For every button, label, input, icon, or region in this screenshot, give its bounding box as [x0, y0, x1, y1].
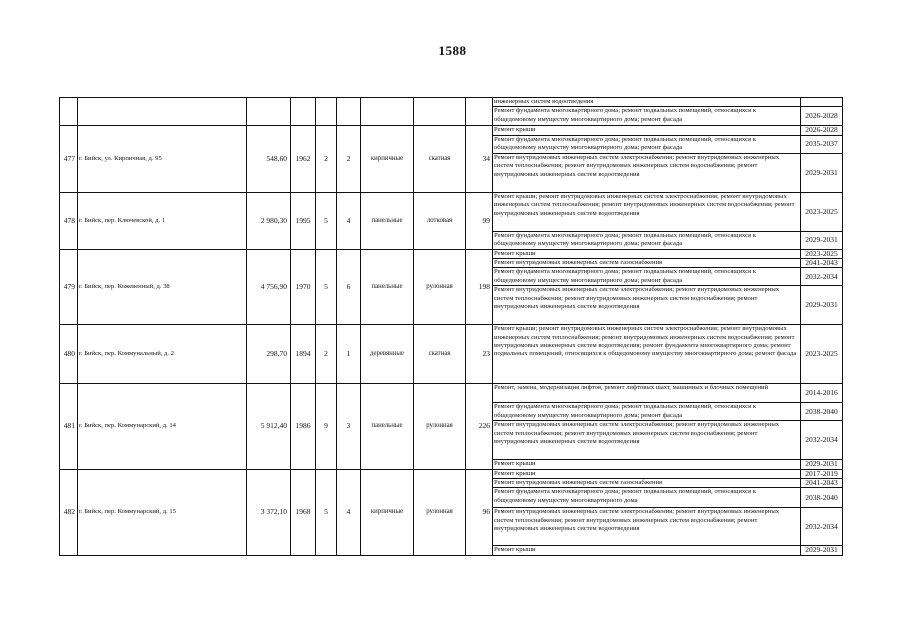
- work-description: Ремонт фундамента многоквартирного дома; ремонт подвальных помещений, относящихся к общедомовому имуществу многоквартирного дома; ремонт фасада: [493, 107, 801, 126]
- roof-type-cell: рулонная: [414, 384, 466, 469]
- address-cell: г. Бийск, пер. Ключевской, д. 1: [78, 192, 247, 249]
- apartments-cell: [466, 98, 493, 126]
- row-number: 477: [60, 126, 78, 192]
- area-cell: 3 372,10: [247, 469, 291, 555]
- building-row: [60, 98, 843, 107]
- work-period: 2023-2025: [801, 249, 843, 258]
- floors-cell: 5: [316, 249, 337, 325]
- roof-type-cell: рулонная: [414, 469, 466, 555]
- work-description: Ремонт крыши; ремонт внутридомовых инженерных систем электроснабжения; ремонт внутридомовых инженерных систем теплоснабжения; ремонт внутридомовых инженерных систем водоснабжения; ремонт внутридомовых инженерных систем водоотведения: [493, 192, 801, 231]
- work-period: 2032-2034: [801, 508, 843, 546]
- row-number: 481: [60, 384, 78, 469]
- work-description: Ремонт фундамента многоквартирного дома; ремонт подвальных помещений, относящихся к общедомовому имуществу многоквартирного дома: [493, 488, 801, 508]
- work-description: Ремонт внутридомовых инженерных систем электроснабжения; ремонт внутридомовых инженерных систем теплоснабжения; ремонт внутридомовых инженерных систем водоснабжения; ремонт внутридомовых инженерных систем водоотведения: [493, 286, 801, 325]
- apartments-cell: 96: [466, 469, 493, 555]
- year-cell: 1970: [291, 249, 316, 325]
- apartments-cell: 99: [466, 192, 493, 249]
- building-row: [60, 384, 843, 403]
- entrances-cell: 4: [337, 192, 361, 249]
- work-period: 2029-2031: [801, 460, 843, 469]
- address-cell: [78, 98, 247, 126]
- roof-type-cell: скатная: [414, 126, 466, 192]
- work-description: Ремонт крыши: [493, 469, 801, 478]
- floors-cell: 2: [316, 126, 337, 192]
- area-cell: 5 912,40: [247, 384, 291, 469]
- wall-material-cell: деревянные: [361, 325, 414, 384]
- work-description: Ремонт внутридомовых инженерных систем электроснабжения; ремонт внутридомовых инженерных систем теплоснабжения; ремонт внутридомовых инженерных систем водоснабжения; ремонт внутридомовых инженерных систем водоотведения: [493, 508, 801, 546]
- wall-material-cell: панельные: [361, 192, 414, 249]
- work-period: 2026-2028: [801, 107, 843, 126]
- roof-type-cell: рулонная: [414, 249, 466, 325]
- floors-cell: 5: [316, 469, 337, 555]
- address-cell: г. Бийск, ул. Кирпичная, д. 95: [78, 126, 247, 192]
- work-description: Ремонт внутридомовых инженерных систем электроснабжения; ремонт внутридомовых инженерных систем теплоснабжения; ремонт внутридомовых инженерных систем водоснабжения; ремонт внутридомовых инженерных систем водоотведения: [493, 153, 801, 192]
- page-number: 1588: [438, 43, 467, 58]
- address-cell: г. Бийск, пер. Кожевенный, д. 38: [78, 249, 247, 325]
- work-period: 2029-2031: [801, 153, 843, 192]
- wall-material-cell: кирпичные: [361, 126, 414, 192]
- work-period: 2038-2040: [801, 488, 843, 508]
- entrances-cell: 3: [337, 384, 361, 469]
- work-period: 2029-2031: [801, 286, 843, 325]
- building-row: [60, 469, 843, 478]
- work-period: 2041-2043: [801, 479, 843, 488]
- work-period: 2017-2019: [801, 469, 843, 478]
- year-cell: 1894: [291, 325, 316, 384]
- roof-type-cell: скатная: [414, 325, 466, 384]
- area-cell: 298,70: [247, 325, 291, 384]
- work-description: инженерных систем водоотведения: [493, 98, 801, 107]
- wall-material-cell: [361, 98, 414, 126]
- work-description: Ремонт крыши: [493, 249, 801, 258]
- building-row: [60, 192, 843, 231]
- work-description: Ремонт фундамента многоквартирного дома; ремонт подвальных помещений, относящихся к общедомовому имуществу многоквартирного дома; ремонт фасада: [493, 268, 801, 286]
- roof-type-cell: лотковая: [414, 192, 466, 249]
- address-cell: г. Бийск, пер. Коммунарский, д. 14: [78, 384, 247, 469]
- repair-schedule-table: [59, 97, 843, 556]
- floors-cell: [316, 98, 337, 126]
- work-description: Ремонт фундамента многоквартирного дома; ремонт подвальных помещений, относящихся к общедомовому имуществу многоквартирного дома; ремонт фасада: [493, 403, 801, 421]
- work-description: Ремонт внутридомовых инженерных систем газоснабжения: [493, 479, 801, 488]
- floors-cell: 5: [316, 192, 337, 249]
- year-cell: 1962: [291, 126, 316, 192]
- work-period: 2014-2016: [801, 384, 843, 403]
- row-number: 480: [60, 325, 78, 384]
- entrances-cell: 6: [337, 249, 361, 325]
- area-cell: 2 980,30: [247, 192, 291, 249]
- work-period: 2032-2034: [801, 421, 843, 460]
- apartments-cell: 34: [466, 126, 493, 192]
- entrances-cell: 4: [337, 469, 361, 555]
- entrances-cell: 1: [337, 325, 361, 384]
- work-description: Ремонт фундамента многоквартирного дома; ремонт подвальных помещений, относящихся к общедомовому имуществу многоквартирного дома; ремонт фасада: [493, 231, 801, 249]
- wall-material-cell: панельные: [361, 384, 414, 469]
- work-period: 2029-2031: [801, 546, 843, 555]
- roof-type-cell: [414, 98, 466, 126]
- entrances-cell: 2: [337, 126, 361, 192]
- work-description: Ремонт крыши: [493, 546, 801, 555]
- building-row: [60, 325, 843, 384]
- work-description: Ремонт внутридомовых инженерных систем электроснабжения; ремонт внутридомовых инженерных систем теплоснабжения; ремонт внутридомовых инженерных систем водоснабжения; ремонт внутридомовых инженерных систем водоотведения: [493, 421, 801, 460]
- apartments-cell: 198: [466, 249, 493, 325]
- year-cell: 1968: [291, 469, 316, 555]
- apartments-cell: 226: [466, 384, 493, 469]
- address-cell: г. Бийск, пер. Коммунальный, д. 2: [78, 325, 247, 384]
- row-number: 478: [60, 192, 78, 249]
- work-period: 2029-2031: [801, 231, 843, 249]
- work-description: Ремонт, замена, модернизация лифтов, ремонт лифтовых шахт, машинных и блочных помещений: [493, 384, 801, 403]
- year-cell: 1995: [291, 192, 316, 249]
- work-period: 2038-2040: [801, 403, 843, 421]
- area-cell: 4 756,90: [247, 249, 291, 325]
- work-period: 2023-2025: [801, 325, 843, 384]
- work-period: 2041-2043: [801, 259, 843, 268]
- row-number: [60, 98, 78, 126]
- work-period: 2023-2025: [801, 192, 843, 231]
- building-row: [60, 126, 843, 135]
- work-period: [801, 98, 843, 107]
- row-number: 479: [60, 249, 78, 325]
- work-description: Ремонт крыши: [493, 126, 801, 135]
- area-cell: 548,60: [247, 126, 291, 192]
- apartments-cell: 23: [466, 325, 493, 384]
- work-period: 2032-2034: [801, 268, 843, 286]
- wall-material-cell: панельные: [361, 249, 414, 325]
- area-cell: [247, 98, 291, 126]
- year-cell: [291, 98, 316, 126]
- wall-material-cell: кирпичные: [361, 469, 414, 555]
- work-period: 2026-2028: [801, 126, 843, 135]
- entrances-cell: [337, 98, 361, 126]
- work-period: 2035-2037: [801, 135, 843, 153]
- work-description: Ремонт крыши: [493, 460, 801, 469]
- work-description: Ремонт крыши; ремонт внутридомовых инженерных систем электроснабжения; ремонт внутридомовых инженерных систем теплоснабжения; ремонт внутридомовых инженерных систем водоснабжения; ремонт внутридомовых инженерных систем водоотведения; ремонт фундамента многоквартирного дома; ремонт подвальных помещений, относящихся к общедомовому имуществу многоквартирного дома; ремонт фасада: [493, 325, 801, 384]
- address-cell: г. Бийск, пер. Коммунарский, д. 15: [78, 469, 247, 555]
- row-number: 482: [60, 469, 78, 555]
- building-row: [60, 249, 843, 258]
- floors-cell: 2: [316, 325, 337, 384]
- work-description: Ремонт фундамента многоквартирного дома; ремонт подвальных помещений, относящихся к общедомовому имуществу многоквартирного дома; ремонт фасада: [493, 135, 801, 153]
- year-cell: 1986: [291, 384, 316, 469]
- work-description: Ремонт внутридомовых инженерных систем газоснабжения: [493, 259, 801, 268]
- floors-cell: 9: [316, 384, 337, 469]
